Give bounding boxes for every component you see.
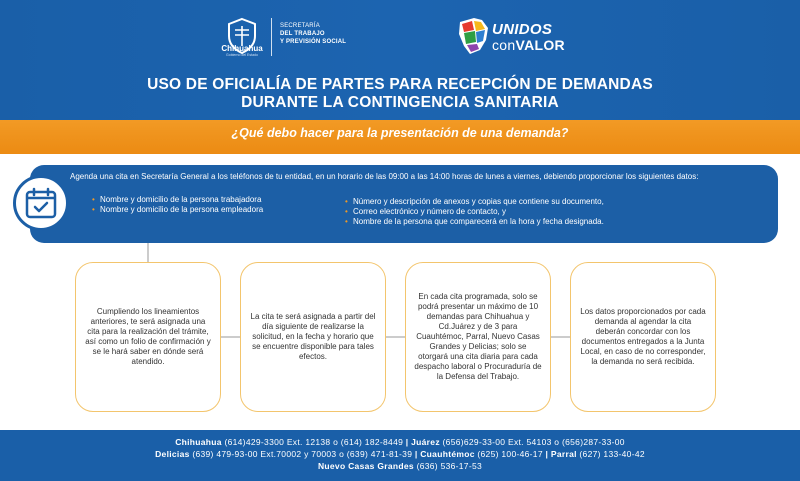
step-card-1 xyxy=(75,262,221,412)
footer-line xyxy=(0,437,800,447)
city-phones: (625) 100-46-17 xyxy=(474,449,546,459)
secretaria-line: Y PREVISIÓN SOCIAL xyxy=(280,39,347,45)
city-phones: (627) 133-40-42 xyxy=(576,449,645,459)
city-label: Nuevo Casas Grandes xyxy=(317,461,414,471)
step-card-2 xyxy=(240,262,386,412)
unidos-valor: VALOR xyxy=(515,37,565,53)
city-phones: (639) 479-93-00 Ext.70002 y 70003 o (639) 471-81-39 xyxy=(189,449,415,459)
question-text: ¿Qué debo hacer para la presentación de una demanda? xyxy=(231,126,569,140)
city-label: Chihuahua xyxy=(175,437,222,447)
footer-line xyxy=(0,461,800,471)
list-item: • Nombre y domicilio de la persona trabajadora xyxy=(92,195,263,205)
unidos-title: UNIDOS xyxy=(492,21,553,38)
list-item: • Nombre y domicilio de la persona empleadora xyxy=(92,205,263,215)
list-item: • Número y descripción de anexos y copias que contiene su documento, xyxy=(345,197,604,207)
step-card-text: Los datos proporcionados por cada demanda al agendar la cita deberán concordar con los documentos entregados a la Junta Local, en caso de no corresponder, la demanda no será recibida. xyxy=(580,307,706,366)
city-phones: (636) 536-17-53 xyxy=(413,461,483,471)
list-item: • Nombre de la persona que comparecerá en la hora y fecha designada. xyxy=(345,217,604,227)
gov-subtitle: Gobierno del Estado xyxy=(226,53,258,57)
step-card-3 xyxy=(405,262,551,412)
footer-line xyxy=(0,449,800,459)
city-label: Delicias xyxy=(155,449,190,459)
step-card-text: Cumpliendo los lineamientos anteriores, te será asignada una cita para la realización del trámite, así como un folio de confirmación y se le hará saber en dónde será atendido. xyxy=(85,307,211,366)
city-label: | Juárez xyxy=(405,437,440,447)
city-label: | Cuauhtémoc xyxy=(414,449,475,459)
step-card-4 xyxy=(570,262,716,412)
secretaria-line: SECRETARÍA xyxy=(280,23,320,29)
step-card-text: La cita te será asignada a partir del día siguiente de realizarse la solicitud, en la fecha y horario que se encuentre disponible para tales efectos. xyxy=(250,312,376,361)
step-card-text: En cada cita programada, solo se podrá presentar un máximo de 10 demandas para Chihuahua y Cd.Juárez y de 3 para Cuauhtémoc, Parral, Nuevo Casas Grandes y Delicias; solo se otorgará una cita diaria para cada despacho laboral o Procuraduría de la Defensa del Trabajo. xyxy=(414,292,542,381)
list-item: • Correo electrónico y número de contacto, y xyxy=(345,207,604,217)
secretaria-line: DEL TRABAJO xyxy=(280,31,325,37)
city-phones: (656)629-33-00 Ext. 54103 o (656)287-33-00 xyxy=(439,437,625,447)
info-intro: Agenda una cita en Secretaría General a los teléfonos de tu entidad, en un horario de las 09:00 a las 14:00 horas de lunes a viernes, debiendo proporcionar los siguientes datos: xyxy=(70,172,699,181)
title-line: DURANTE LA CONTINGENCIA SANITARIA xyxy=(241,94,559,111)
gov-name: Chihuahua xyxy=(221,44,263,53)
unidos-con: con xyxy=(492,37,516,53)
city-label: | Parral xyxy=(545,449,577,459)
city-phones: (614)429-3300 Ext. 12138 o (614) 182-8449 xyxy=(221,437,406,447)
title-line: USO DE OFICIALÍA DE PARTES PARA RECEPCIÓN DE DEMANDAS xyxy=(147,76,653,93)
